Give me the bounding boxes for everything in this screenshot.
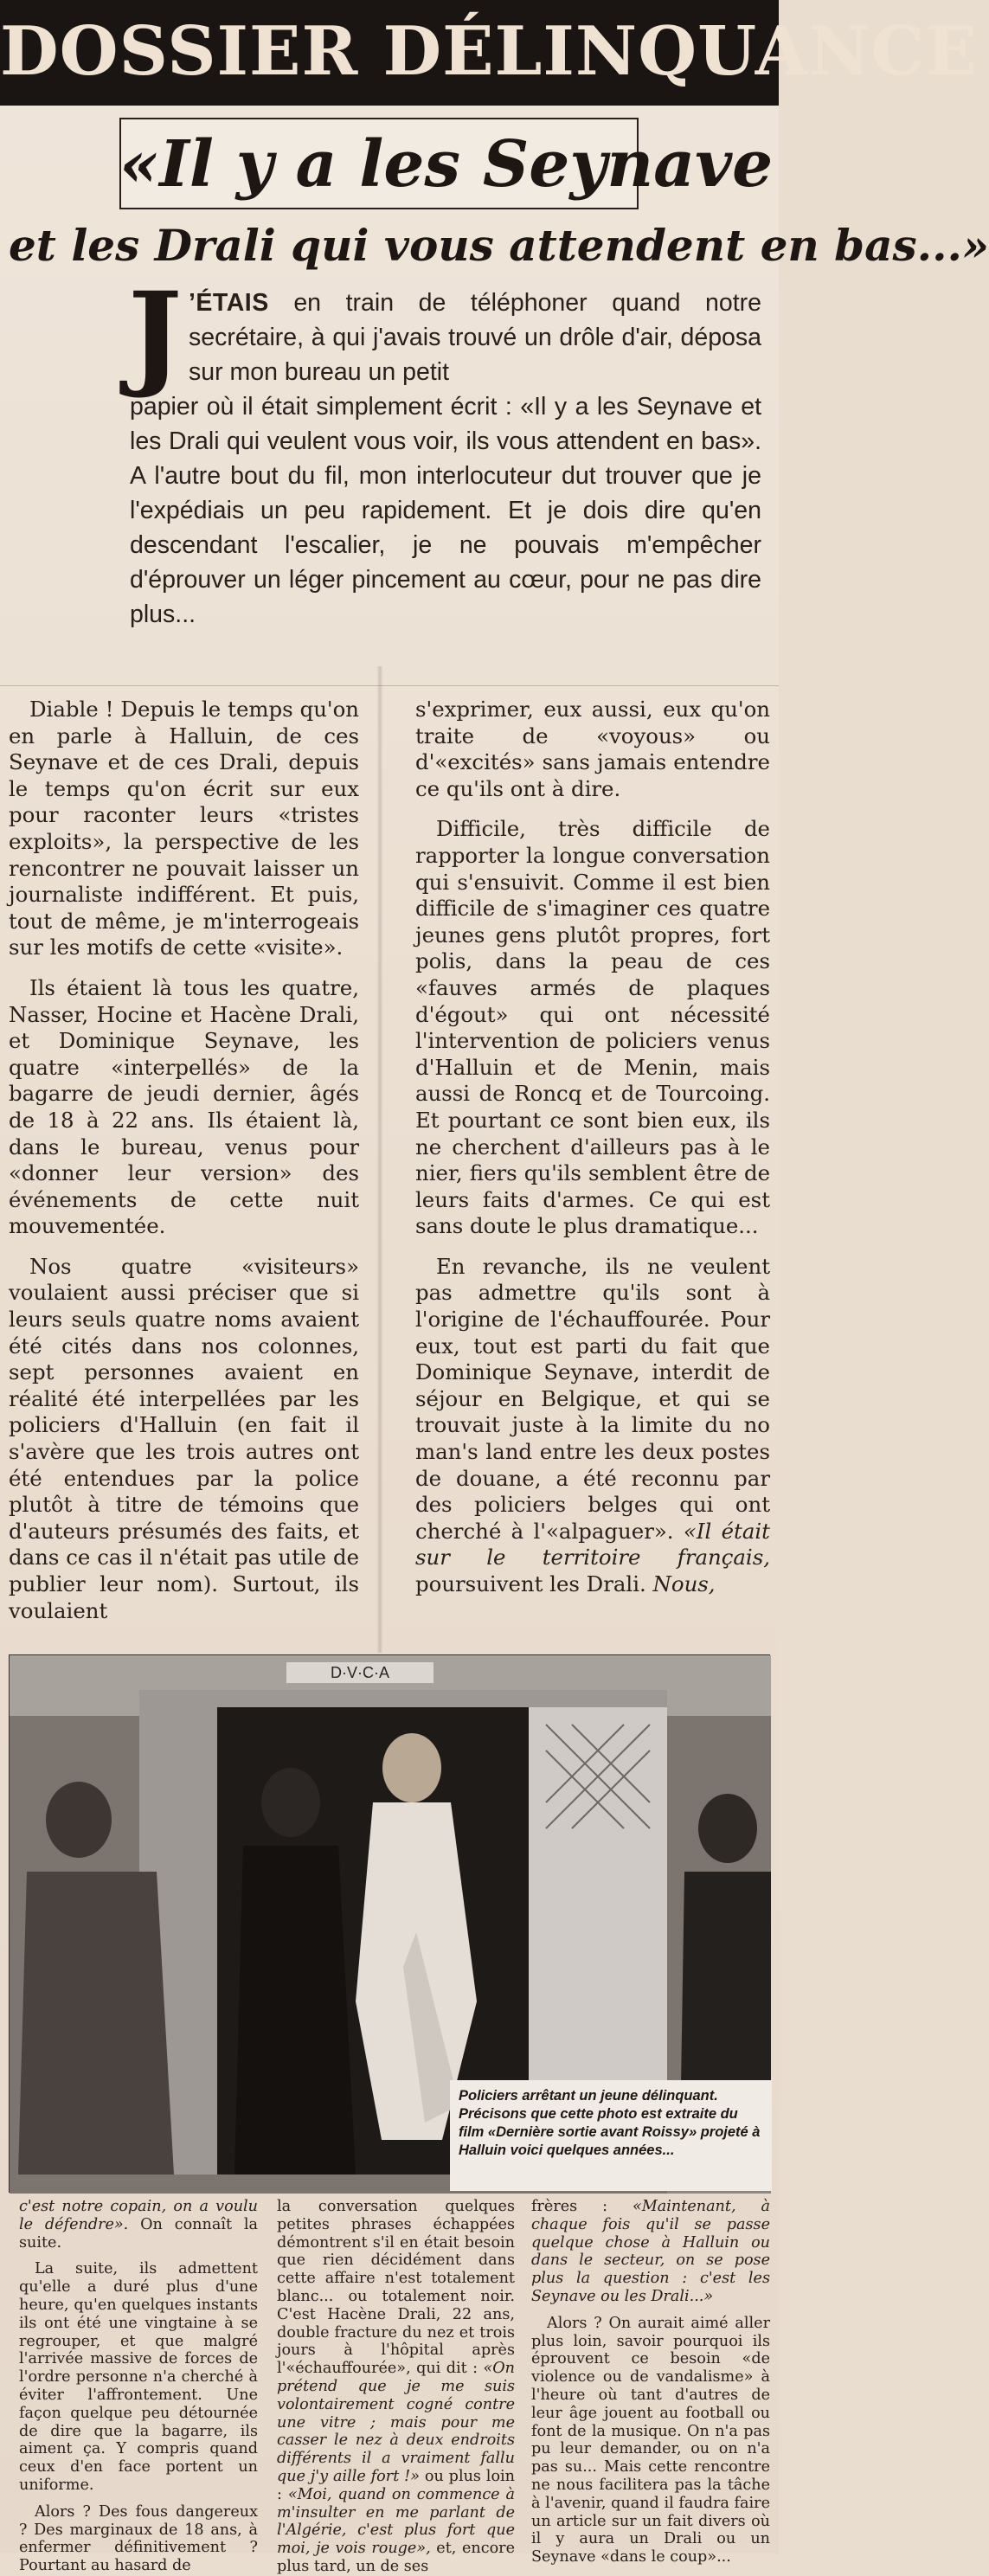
paragraph	[415, 1254, 770, 1598]
intro-first-word: ’ÉTAIS	[189, 289, 269, 317]
headline-line-1: «Il y a les Seynave	[119, 127, 774, 202]
paragraph: La suite, ils admettent qu'elle a duré plus d'une heure, qu'en quelques instants ils ont été une vingtaine à se regrouper, et que malgré l'arrivée massive de forces de l'ordre personne n'a cherché à éviter l'affrontement. Une façon quelque peu détournée de dire que la bagarre, ils aiment ça. Y compris quand ceux d'en face portent un uniforme.	[19, 2260, 258, 2494]
paragraph: Diable ! Depuis le temps qu'on en parle à Halluin, de ces Seynave et de ces Drali, depuis le temps qu'on écrit sur eux pour raconter leurs «tristes exploits», la perspective de les rencontrer ne pouvait laisser un journaliste indifférent. Et puis, tout de même, je m'interrogeais sur les motifs de cette «visite».	[9, 697, 359, 960]
paragraph	[19, 2198, 258, 2252]
paragraph-text: la conversation quelques petites phrases échappées démontrent s'il en était besoin que rien décidément dans cette affaire n'est totalement blanc... ou totalement noir. C'est Hacène Drali, 22 ans, double fracture du nez et trois jours à l'hôpital après l'«échauffourée», qui dit :	[277, 2198, 515, 2378]
paragraph-text: et, encore plus tard, un de ses	[277, 2540, 515, 2575]
paragraph-text: En revanche, ils ne veulent pas admettre qu'ils sont à l'origine de l'échauffourée. Pour eux, tout est parti du fait que Dominique Seynave, interdit de séjour en Belgique, et qui se trouvait juste à la limite du no man's land entre les deux postes de douane, a été reconnu par des policiers belges qui ont cherché à l'«alpaguer».	[415, 1253, 770, 1544]
quote: «On prétend que je me suis volontairement cogné contre une vitre ; mais pour me casser le nez à deux endroits différents il a vraiment fallu que j'y aille fort !»	[277, 2360, 515, 2485]
quote: c'est notre copain, on a voulu le défendre».	[19, 2198, 258, 2233]
paragraph: Alors ? Des fous dangereux ? Des marginaux de 18 ans, à enfermer définitivement ? Pourtant au hasard de	[19, 2502, 258, 2575]
van-sign: D·V·C·A	[331, 1664, 389, 1681]
quote: Nous,	[645, 1571, 716, 1596]
quote: «Moi, quand on commence à m'insulter en me parlant de l'Algérie, c'est plus fort que moi, je vois rouge»,	[277, 2485, 515, 2558]
section-title: DOSSIER DÉLINQUANCE	[0, 12, 979, 91]
intro-first-text: en train de téléphoner quand notre secrétaire, à qui j'avais trouvé un drôle d'air, déposa sur mon bureau un petit	[189, 289, 761, 386]
paragraph: Ils étaient là tous les quatre, Nasser, Hocine et Hacène Drali, et Dominique Seynave, les quatre «interpellés» de la bagarre de jeudi dernier, âgés de 18 à 22 ans. Ils étaient là, dans le bureau, venus pour «donner leur version» des événements de cette nuit mouvementée.	[9, 974, 359, 1239]
quote: «Maintenant, à chaque fois qu'il se passe quelque chose à Halluin ou dans le secteur, on se pose plus la question : c'est les Seynave ou les Drali...»	[531, 2198, 770, 2305]
paragraph: Difficile, très difficile de rapporter la longue conversation qui s'ensuivit. Comme il est bien difficile de s'imaginer ces quatre jeunes gens plutôt propres, fort polis, dans la peau de ces «fauves armés de plaques d'égout» qui ont nécessité l'intervention de policiers venus d'Halluin et de Menin, mais aussi de Roncq et de Tourcoing. Et pourtant ce sont bien eux, ils ne cherchent d'ailleurs pas à le nier, fiers qu'ils semblent être de leurs faits d'armes. Ce qui est sans doute le plus dramatique...	[415, 816, 770, 1239]
intro-paragraph: papier où il était simplement écrit : «Il y a les Seynave et les Drali qui veulent vous voir, ils vous attendent en bas». A l'autre bout du fil, mon interlocuteur dut trouver que je l'expédiais un peu rapidement. Et je dois dire qu'en descendant l'escalier, je ne pouvais m'empêcher d'éprouver un léger pincement au cœur, pour ne pas dire plus...	[130, 393, 761, 628]
paragraph: Alors ? On aurait aimé aller plus loin, savoir pourquoi ils éprouvent ce besoin «de violence ou de vandalisme» à l'heure où tant d'autres de leur âge jouent au football ou font de la musique. On n'a pas pu leur demander, ou on n'a pas su... Mais cette rencontre ne nous facilitera pas la tâche à l'avenir, quand il faudra faire un article sur un fait divers où il y aura un Drali ou un Seynave «dans le coup»...	[531, 2314, 770, 2566]
intro-first-lines	[189, 286, 761, 398]
quote: «Il était sur le territoire français,	[415, 1518, 770, 1571]
section-divider	[0, 685, 779, 686]
article-column-left	[9, 697, 359, 1648]
lower-column-1	[19, 2198, 258, 2575]
paragraph	[531, 2198, 770, 2306]
article-column-right	[415, 697, 770, 1648]
photo-caption: Policiers arrêtant un jeune délinquant. Précisons que cette photo est extraite du film «Dernière sortie avant Roissy» projeté à Halluin voici quelques années...	[450, 2080, 772, 2191]
drop-cap: J	[128, 267, 183, 401]
lower-column-3	[531, 2198, 770, 2566]
lower-column-2	[277, 2198, 515, 2575]
paragraph-text: poursuivent les Drali.	[415, 1571, 646, 1596]
paper-fold	[377, 666, 382, 1653]
paragraph-text: ou plus loin :	[277, 2467, 515, 2503]
headline-line-2: et les Drali qui vous attendent en bas...»	[9, 220, 989, 271]
paragraph: s'exprimer, eux aussi, eux qu'on traite de «voyous» ou d'«excités» sans jamais entendre ce qu'ils ont à dire.	[415, 697, 770, 801]
paragraph: Nos quatre «visiteurs» voulaient aussi préciser que si leurs seuls quatre noms avaient été cités dans nos colonnes, sept personnes avaient en réalité été interpellées par les policiers d'Halluin (en fait il s'avère que les trois autres ont été entendues par la police plutôt à titre de témoins que d'auteurs présumés des faits, et dans ce cas il n'était pas utile de publier leur nom). Surtout, ils voulaient	[9, 1253, 359, 1623]
paragraph	[277, 2198, 515, 2576]
paragraph-text: On connaît la suite.	[19, 2215, 258, 2252]
paragraph-text: frères :	[531, 2198, 633, 2215]
